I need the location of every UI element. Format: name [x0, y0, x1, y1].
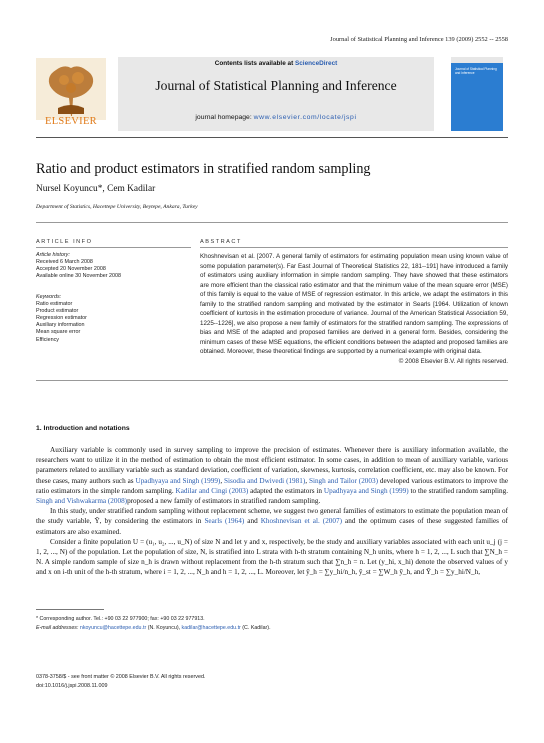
- affiliation: Department of Statistics, Hacettepe University, Beytepe, Ankara, Turkey: [36, 204, 198, 210]
- keyword: Ratio estimator: [36, 301, 73, 308]
- abstract-copyright: © 2008 Elsevier B.V. All rights reserved.: [398, 357, 508, 365]
- issn-line: 0378-3758/$ - see front matter © 2008 Elsevier B.V. All rights reserved.: [36, 674, 206, 680]
- abstract-body: [200, 252, 508, 366]
- contents-line: [118, 60, 434, 67]
- journal-title: Journal of Statistical Planning and Inference: [155, 78, 397, 93]
- contents-prefix: Contents lists available at: [214, 60, 295, 67]
- divider: [36, 380, 508, 381]
- citation-link[interactable]: Upadhyaya and Singh (1999): [135, 476, 221, 485]
- citation-link[interactable]: Singh and Vishwakarma (2008): [36, 497, 128, 506]
- citation-link[interactable]: Singh and Tailor (2003): [308, 476, 378, 485]
- publisher-name: ELSEVIER: [45, 116, 97, 127]
- authors: Nursel Koyuncu*, Cem Kadilar: [36, 184, 156, 194]
- paragraph: Auxiliary variable is commonly used in survey sampling to improve the precision of estimates. Whenever there is auxiliary information available, the researchers want to utilize it in the method of estimation to obtain the most efficient estimator. In some cases, in addition to mean of auxiliary variable, various parameters related to auxiliary variable such as standard deviation, coefficient of variation, skewness, kurtosis, correlation coefficient, etc. may also be known. For these cases, many authors such as Upadhyaya and Singh (1999), Sisodia and Dwivedi (1981), Singh and Tailor (2003) developed various estimators to improve the ratio estimators in the simple random sampling. Kadilar and Cingi (2003) adapted the estimators in Upadhyaya and Singh (1999) to the stratified random sampling. Singh and Vishwakarma (2008)proposed a new family of estimators in stratified random sampling.: [36, 446, 509, 506]
- keywords-block: [36, 294, 191, 344]
- corresponding-author: * Corresponding author. Tel.: +90 03 22 977900; fax: +90 03 22 977913.: [36, 616, 205, 622]
- citation-link[interactable]: Upadhyaya and Singh (1999): [323, 486, 409, 495]
- keyword: Regression estimator: [36, 315, 87, 322]
- journal-cover-strip: [451, 57, 503, 63]
- header-rule: [36, 137, 508, 138]
- doi-line: doi:10.1016/j.jspi.2008.11.009: [36, 682, 108, 689]
- email-link[interactable]: nkoyuncu@hacettepe.edu.tr: [79, 624, 147, 631]
- front-matter-info: [36, 673, 508, 691]
- accepted-date: Accepted 20 November 2008: [36, 266, 106, 273]
- keyword: Product estimator: [36, 308, 79, 315]
- citation-link[interactable]: Khoshnevisan et al. (2007): [260, 517, 342, 526]
- sciencedirect-link[interactable]: ScienceDirect: [294, 60, 338, 67]
- keywords-label: Keywords:: [36, 294, 62, 300]
- homepage-prefix: journal homepage:: [195, 114, 254, 121]
- article-history: [36, 252, 191, 280]
- received-date: Received 6 March 2008: [36, 259, 93, 266]
- keyword: Auxiliary information: [36, 322, 85, 329]
- journal-homepage: [118, 114, 434, 121]
- divider: [36, 222, 508, 223]
- citation-link[interactable]: Kadilar and Cingi (2003): [175, 486, 249, 495]
- abstract-heading: ABSTRACT: [200, 239, 242, 245]
- online-date: Available online 30 November 2008: [36, 273, 122, 280]
- footnote-rule: [36, 609, 104, 610]
- footnote: [36, 615, 508, 633]
- homepage-link[interactable]: www.elsevier.com/locate/jspi: [253, 114, 357, 121]
- section-heading: 1. Introduction and notations: [36, 425, 130, 432]
- email-link[interactable]: kadilar@hacettepe.edu.tr: [181, 624, 241, 631]
- email-line: E-mail addresses: nkoyuncu@hacettepe.edu.tr (N. Koyuncu), kadilar@hacettepe.edu.tr (C. Kadilar).: [36, 624, 271, 631]
- paragraph: Consider a finite population U = (u₁, u₂, ..., u_N) of size N and let y and x, respectively, be the study and auxiliary variables associated with each unit u_j (j = 1, 2, ..., N) of the population. Let the population of size, N, is stratified into L strata with h-th stratum containing N_h units, where h = 1, 2, ..., L such that ∑N_h = N. A simple random sample of size n_h is drawn without replacement from the h-th stratum such that ∑n_h = n. Let (y_hi, x_hi) denote the observed values of y and x on i-th unit of the h-th stratum, where i = 1, 2, ..., N_h and h = 1, 2, ..., L. Moreover, let ȳ_h = ∑y_hi/n_h, ȳ_st = ∑W_h ȳ_h, and Ȳ_h = ∑y_hi/N_h,: [36, 537, 508, 577]
- article-info-rule: [36, 247, 191, 248]
- running-head: Journal of Statistical Planning and Inference 139 (2009) 2552 -- 2558: [330, 36, 508, 43]
- keyword: Efficiency: [36, 336, 59, 343]
- citation-link[interactable]: Searls (1964): [204, 517, 245, 526]
- abstract-rule: [200, 247, 508, 248]
- journal-cover-title: Journal of Statistical Planning and Inference: [455, 67, 497, 75]
- citation-link[interactable]: Sisodia and Dwivedi (1981): [224, 476, 306, 485]
- paper-title: Ratio and product estimators in stratified random sampling: [36, 161, 371, 177]
- paragraph: In this study, under stratified random sampling without replacement scheme, we suggest two general families of estimators to estimate the population mean of the study variable, Ȳ, by considering the estimators in Searls (1964) and Khoshnevisan et al. (2007) and the optimum cases of these suggested families of estimators are also examined.: [36, 507, 508, 536]
- elsevier-tree-logo-icon: [36, 58, 106, 120]
- abstract-text: Khoshnevisan et al. [2007. A general family of estimators for estimating population mean using known value of some population parameter(s). Far East Journal of Theoretical Statistics 22, 181--191] have introduced a family of estimators using auxiliary information in simple random sampling. They have showed that these estimators are more efficient than the classical ratio estimator and that the minimum value of the mean square error (MSE) of this family is equal to the value of MSE of regression estimator. In this article, we adapt the estimators in this family to the stratified random sampling and motivated by the estimator in Searls [1964. Utilization of known coefficient of kurtosis in the estimation procedure of variance. Journal of the American Statistical Association 59, 1225--1226], we also propose a new family of estimators for the stratified random sampling. The expressions of bias and MSE of the adapted and proposed families are derived in a general form. Besides, considering the minimum cases of these MSE equations, the efficient conditions between the adapted and proposed families are obtained. Moreover, these theoretical findings are supported by a numerical example with original data.: [200, 253, 508, 355]
- article-info-heading: ARTICLE INFO: [36, 239, 93, 245]
- keyword: Mean square error: [36, 329, 81, 336]
- history-label: Article history:: [36, 252, 70, 258]
- section-body: [36, 445, 508, 578]
